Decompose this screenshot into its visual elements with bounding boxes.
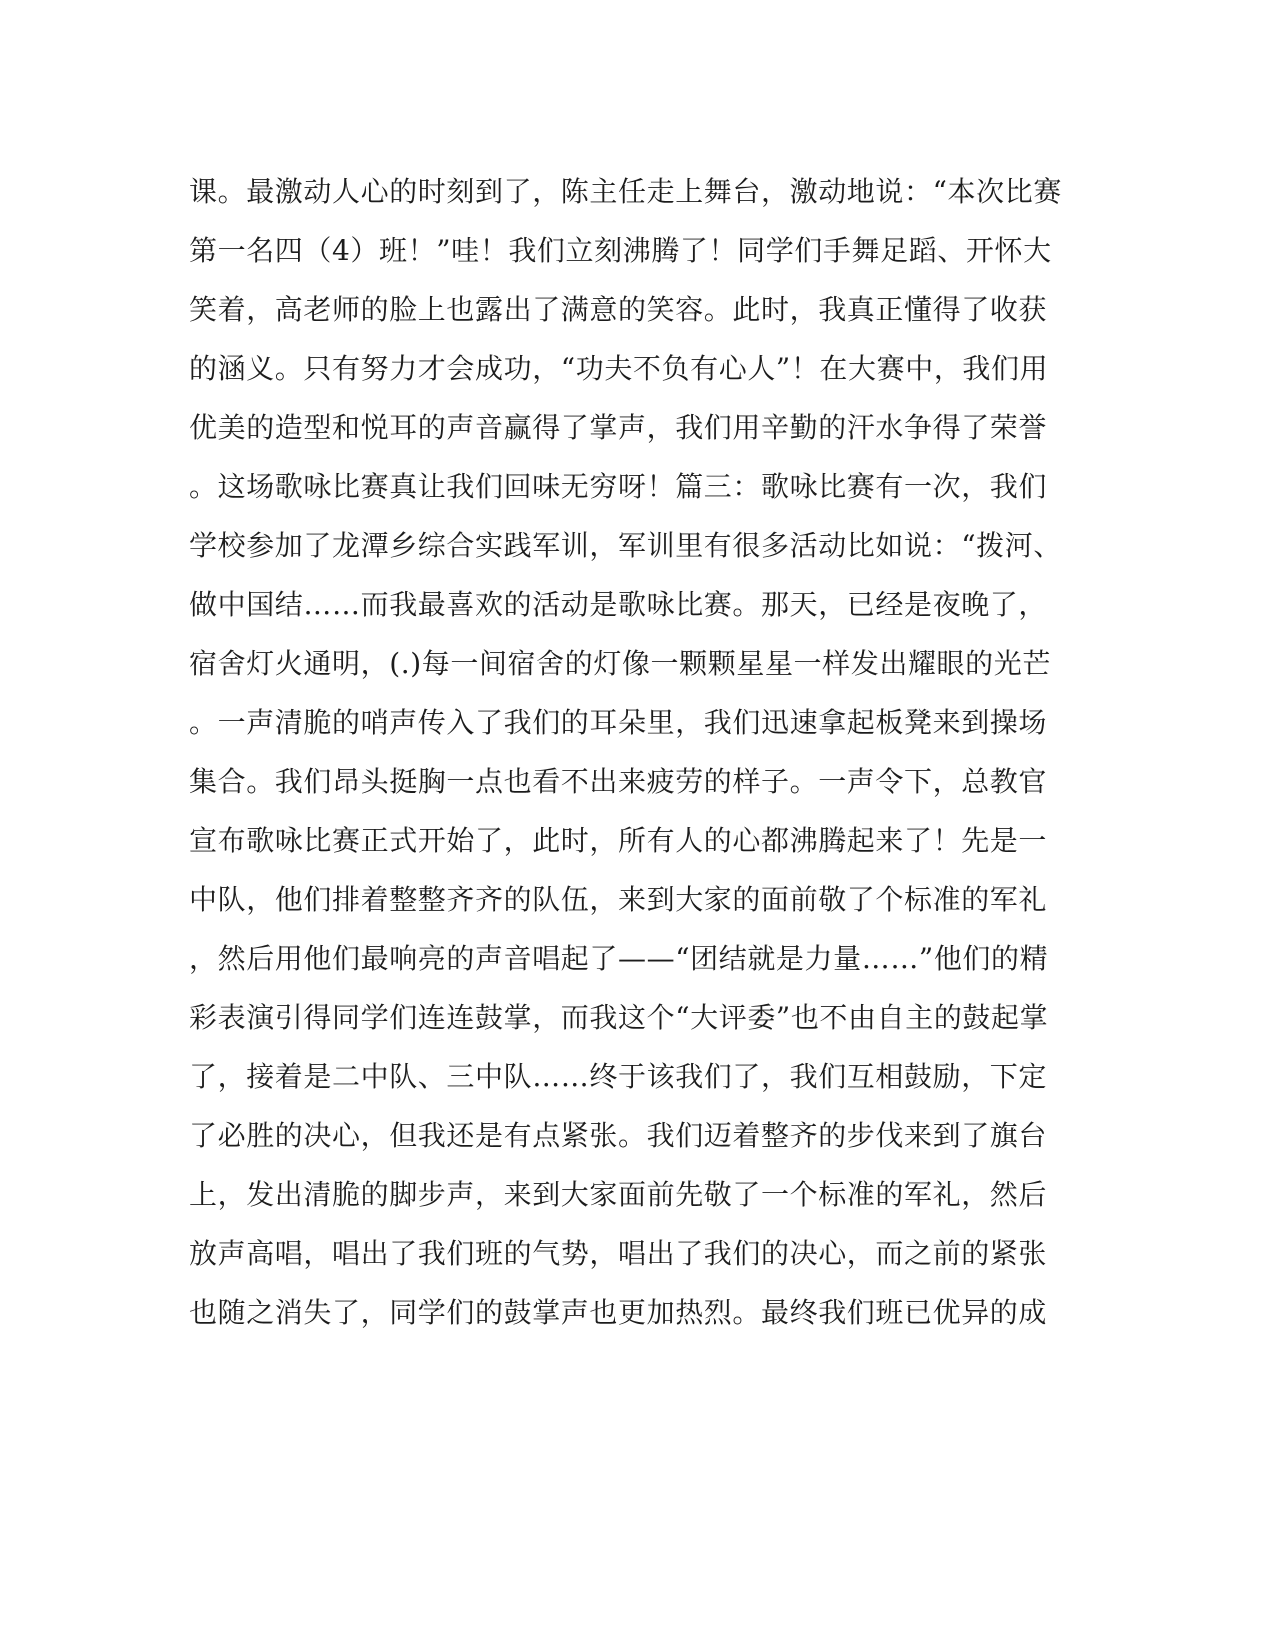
text-line: 的涵义。只有努力才会成功，“功夫不负有心人”！在大赛中，我们用 xyxy=(189,352,1049,385)
text-line: 笑着，高老师的脸上也露出了满意的笑容。此时，我真正懂得了收获 xyxy=(189,293,1048,326)
text-line: 学校参加了龙潭乡综合实践军训，军训里有很多活动比如说：“拨河、 xyxy=(189,529,1062,562)
text-line: 。一声清脆的哨声传入了我们的耳朵里，我们迅速拿起板凳来到操场 xyxy=(189,706,1048,739)
text-line: 彩表演引得同学们连连鼓掌，而我这个“大评委”也不由自主的鼓起掌 xyxy=(189,1001,1049,1034)
text-line: 第一名四（4）班！”哇！我们立刻沸腾了！同学们手舞足蹈、开怀大 xyxy=(189,234,1052,267)
body-text xyxy=(189,162,1069,1342)
text-line: 也随之消失了，同学们的鼓掌声也更加热烈。最终我们班已优异的成 xyxy=(189,1296,1048,1329)
text-line: ，然后用他们最响亮的声音唱起了——“团结就是力量……”他们的精 xyxy=(189,942,1049,975)
text-line: 优美的造型和悦耳的声音赢得了掌声，我们用辛勤的汗水争得了荣誉 xyxy=(189,411,1048,444)
text-line: 放声高唱，唱出了我们班的气势，唱出了我们的决心，而之前的紧张 xyxy=(189,1237,1048,1270)
text-line: 了必胜的决心，但我还是有点紧张。我们迈着整齐的步伐来到了旗台 xyxy=(189,1119,1048,1152)
text-line: 集合。我们昂头挺胸一点也看不出来疲劳的样子。一声令下，总教官 xyxy=(189,765,1048,798)
text-line: 宣布歌咏比赛正式开始了，此时，所有人的心都沸腾起来了！先是一 xyxy=(189,824,1048,857)
text-line: 上，发出清脆的脚步声，来到大家面前先敬了一个标准的军礼，然后 xyxy=(189,1178,1048,1211)
text-line: 宿舍灯火通明，(.)每一间宿舍的灯像一颗颗星星一样发出耀眼的光芒 xyxy=(189,647,1051,680)
text-line: 了，接着是二中队、三中队……终于该我们了，我们互相鼓励，下定 xyxy=(189,1060,1048,1093)
text-line: 课。最激动人心的时刻到了，陈主任走上舞台，激动地说：“本次比赛 xyxy=(189,175,1062,208)
text-line: 做中国结……而我最喜欢的活动是歌咏比赛。那天，已经是夜晚了， xyxy=(189,588,1048,621)
text-line: 中队，他们排着整整齐齐的队伍，来到大家的面前敬了个标准的军礼 xyxy=(189,883,1048,916)
text-line: 。这场歌咏比赛真让我们回味无穷呀！篇三：歌咏比赛有一次，我们 xyxy=(189,470,1048,503)
